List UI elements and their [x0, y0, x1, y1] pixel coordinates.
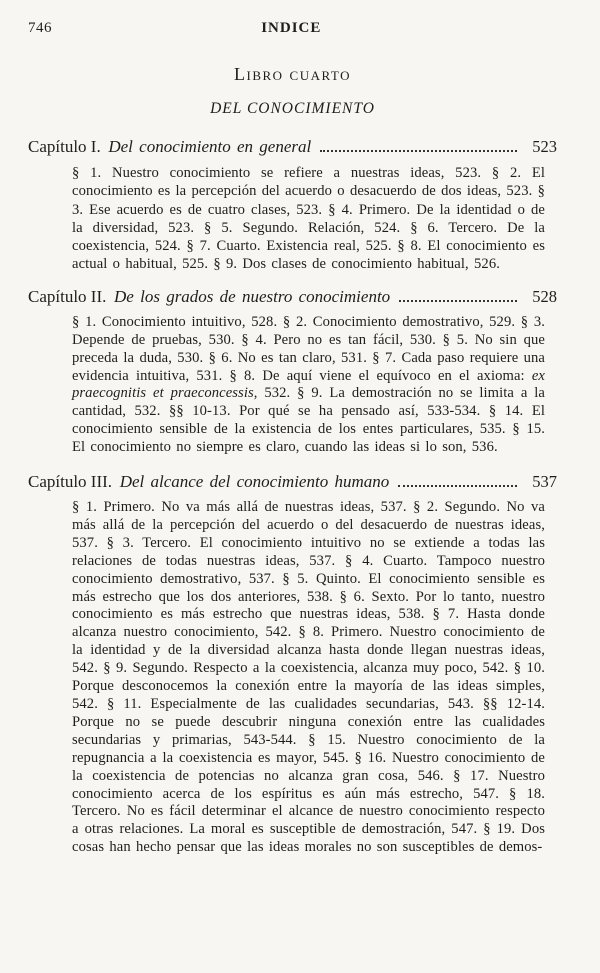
toc-line [28, 472, 557, 492]
toc-entry-chapter-3 [28, 472, 557, 857]
toc-entry-chapter-1 [28, 137, 557, 274]
book-subject: DEL CONOCIMIENTO [210, 100, 375, 117]
chapter-page-number: 537 [532, 472, 557, 492]
chapter-summary: § 1. Nuestro conocimiento se refiere a nuestras ideas, 523. § 2. El conocimiento es la percepción del acuerdo o desacuerdo de dos ideas, 523. § 3. Ese acuerdo es de cuatro clases, 523. § 4. Primero. De la identidad o de la diversidad, 523. § 5. Segundo. Relación, 524. § 6. Tercero. De la coexistencia, 524. § 7. Cuarto. Existencia real, 525. § 8. El conocimiento es actual o habitual, 525. § 9. Dos clases de conocimiento habitual, 526. [72, 165, 545, 273]
chapter-label: Capítulo III. [28, 472, 113, 492]
dotted-leader [399, 300, 517, 302]
chapter-summary: § 1. Primero. No va más allá de nuestras ideas, 537. § 2. Segundo. No va más allá de la percepción del acuerdo o del desacuerdo de nuestras ideas, 537. § 3. Tercero. El conocimiento intuitivo no se extiende a todas las relaciones de todas nuestras ideas, 537. § 4. Cuarto. Tampoco nuestro conocimiento demostrativo, 537. § 5. Quinto. El conocimiento sensible es más estrecho que los dos anteriores, 538. § 6. Sexto. Por lo tanto, nuestro conocimiento es más estrecho que nuestras ideas, 538. § 7. Hasta donde alcanza nuestro conocimiento, 542. § 8. Primero. Nuestro conocimiento de la identidad y de la diversidad alcanza hasta donde llegan nuestras ideas, 542. § 9. Segundo. Respecto a la coexistencia, alcanza muy poco, 542. § 10. Porque desconocemos la conexión entre la mayoría de las ideas simples, 542. § 11. Especialmente de las cualidades secundarias, 543. §§ 12-14. Porque no se puede descubrir ninguna conexión entre las cualidades secundarias y primarias, 543-544. § 15. Nuestro conocimiento de la repugnancia a la coexistencia es mayor, 545. § 16. Nuestro conocimiento de la coexistencia de potencias no alcanza gran cosa, 546. § 17. Nuestro conocimiento acerca de los espíritus es aún más estrecho, 547. § 18. Tercero. No es fácil determinar el alcance de nuestro conocimiento respecto a otras relaciones. La moral es susceptible de demostración, 547. § 19. Dos cosas han hecho pensar que las ideas morales no son susceptibles de demos- [72, 499, 545, 856]
book-label: Libro cuarto [234, 64, 351, 84]
chapter-summary: § 1. Conocimiento intuitivo, 528. § 2. Conocimiento demostrativo, 529. § 3. Depende de pruebas, 530. § 4. Pero no es tan fácil, 530. § 5. No sin que preceda la duda, 530. § 6. No es tan claro, 531. § 7. Cada paso requiere una evidencia intuitiva, 531. § 8. De aquí viene el equívoco en el axioma: ex praecognitis et praeconcessis, 532. § 9. La demostración no se limita a la cantidad, 532. §§ 10-13. Por qué se ha pensado así, 533-534. § 14. El conocimiento sensible de la existencia de los entes particulares, 535. § 15. El conocimiento no siempre es claro, cuando las ideas si lo son, 536. [72, 313, 546, 456]
header-title: INDICE [261, 20, 322, 36]
chapter-title: De los grados de nuestro conocimiento [114, 286, 391, 306]
toc-entry-chapter-2 [28, 287, 557, 457]
chapter-title: Del conocimiento en general [108, 137, 312, 156]
page-number: 746 [28, 20, 52, 36]
chapter-page-number: 528 [532, 286, 557, 306]
dotted-leader [398, 485, 517, 487]
toc-line [28, 137, 557, 157]
dotted-leader [320, 150, 517, 152]
running-head [28, 20, 557, 38]
chapter-label: Capítulo I. [28, 137, 101, 156]
chapter-label: Capítulo II. [28, 286, 107, 306]
chapter-title: Del alcance del conocimiento humano [119, 472, 390, 492]
toc-line [28, 287, 557, 307]
chapter-page-number: 523 [532, 137, 557, 156]
